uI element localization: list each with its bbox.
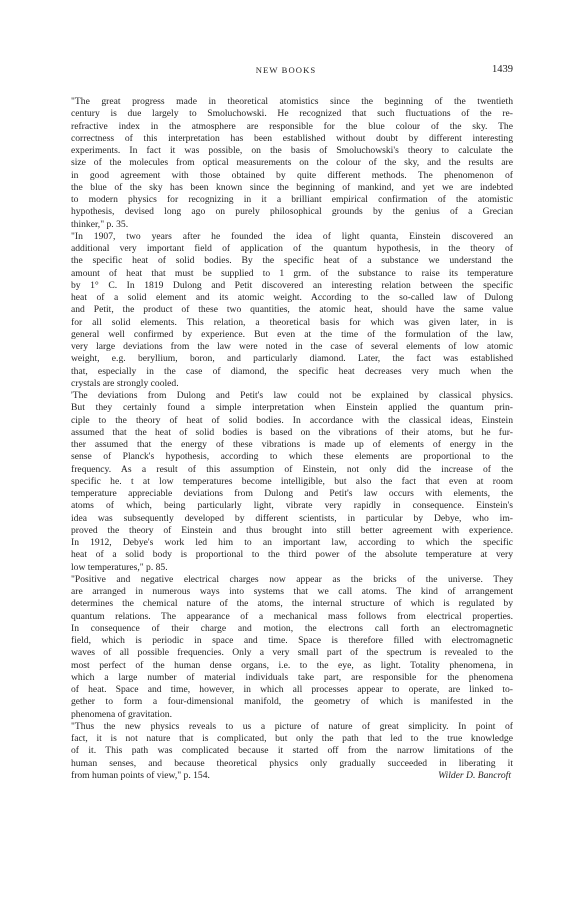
quoted-paragraph bbox=[59, 574, 513, 721]
text-line: that, especially in the case of diamond, the specific heat decreases very much when the bbox=[71, 365, 513, 377]
text-line: the blue of the sky has been known since the beginning of mankind, and yet we are indebted bbox=[71, 181, 513, 193]
text-line: correctness of this interpretation has been established without doubt by different interesting bbox=[71, 132, 513, 144]
text-line: phenomena of gravitation. bbox=[71, 708, 172, 720]
text-line: temperature appreciable deviations from Dulong and Petit's law occurs with elements, the bbox=[71, 488, 513, 499]
text-line: and Petit, the product of these two quantities, the atomic heat, should have the same value bbox=[71, 304, 513, 316]
text-line: In consequence of their charge and motion, the electrons call forth an electromagnetic bbox=[71, 622, 513, 634]
text-line: But they certainly found a simple interpretation when Einstein applied the quantum prin- bbox=[71, 402, 513, 414]
text-line: size of the molecules from optical measurements on the colour of the sky, and the results are bbox=[71, 157, 513, 169]
text-line: heat of a solid body is proportional to the third power of the absolute temperature at very bbox=[71, 549, 513, 561]
text-line: "In 1907, two years after he founded the idea of light quanta, Einstein discovered an bbox=[71, 230, 513, 242]
text-line: amount of heat that must be supplied to 1 grm. of the substance to raise its temperature bbox=[71, 267, 513, 279]
text-line: low temperatures," p. 85. bbox=[71, 561, 168, 573]
running-head bbox=[59, 63, 513, 77]
text-line: frequency. As a result of this assumption of Einstein, not only did the increase of the bbox=[71, 463, 513, 475]
text-line: "Positive and negative electrical charges now appear as the bricks of the universe. They bbox=[71, 573, 513, 585]
text-line: are arranged in numerous ways into systems that we call atoms. The kind of arrangement bbox=[71, 586, 513, 597]
text-line: the specific heat of solid bodies. By the specific heat of a substance we understand the bbox=[71, 255, 513, 267]
text-line: crystals are strongly cooled. bbox=[71, 377, 179, 389]
text-line: of heat. Space and time, however, in which all processes appear to operate, are linked to- bbox=[71, 684, 513, 695]
text-line: which a large number of material individuals take part, are responsible for the phenomena bbox=[71, 671, 513, 683]
text-line: of it. This path was complicated because it started off from the narrow limitations of the bbox=[71, 745, 513, 757]
text-line: quantum relations. The appearance of a mechanical mass follows from electrical properties. bbox=[71, 610, 513, 622]
text-line: ciple to the theory of heat of solid bodies. In accordance with the classical ideas, Einstein bbox=[71, 414, 513, 426]
text-line: additional very important field of application of the quantum hypothesis, in the theory of bbox=[71, 243, 513, 254]
text-line: assumed that the heat of solid bodies is based on the vibrations of their atoms, but he fur- bbox=[71, 426, 513, 438]
text-line: by 1° C. In 1819 Dulong and Petit discovered an interesting relation between the specific bbox=[71, 279, 513, 291]
text-line: fact, it is not nature that is complicated, but only the path that led to the true knowledge bbox=[71, 733, 513, 744]
text-line: for all solid elements. This relation, a theoretical basis for which was given later, in is bbox=[71, 316, 513, 328]
text-line: hypothesis, devised long ago on purely philosophical grounds by the genius of a Grecian bbox=[71, 206, 513, 218]
text-line: experiments. In fact it was possible, on the basis of Smoluchowski's theory to calculate the bbox=[71, 145, 513, 156]
text-line: idea was subsequently developed by different scientists, in particular by Debye, who im- bbox=[71, 512, 513, 524]
text-line: from human points of view," p. 154. bbox=[71, 769, 210, 781]
text-line: determines the chemical nature of the atoms, the internal structure of which is regulated by bbox=[71, 598, 513, 610]
text-line: to modern physics for recognizing in it a brilliant empirical confirmation of the atomistic bbox=[71, 194, 513, 205]
text-line: ther assumed that the energy of these vibrations is made up of elements of energy in the bbox=[71, 439, 513, 450]
text-line: refractive index in the atmosphere are responsible for the blue colour of the sky. The bbox=[71, 120, 513, 132]
quoted-paragraph bbox=[59, 96, 513, 231]
text-line: weight, e.g. beryllium, boron, and particularly diamond. Later, the fact was established bbox=[71, 353, 513, 365]
text-line: general well confirmed by experience. But even at the time of the formulation of the law, bbox=[71, 328, 513, 340]
reviewer-signature: Wilder D. Bancroft bbox=[438, 769, 511, 781]
text-line: most perfect of the human dense organs, i.e. to the eye, as light. Totality phenomena, in bbox=[71, 659, 513, 671]
text-line: thinker," p. 35. bbox=[71, 218, 129, 230]
text-line: "Thus the new physics reveals to us a picture of nature of great simplicity. In point of bbox=[71, 720, 513, 732]
text-line: field, which is periodic in space and time. Space is therefore filled with electromagnetic bbox=[71, 635, 513, 646]
text-line: proved the theory of Einstein and thus brought into still better agreement with experience. bbox=[71, 524, 513, 536]
text-line: 'The deviations from Dulong and Petit's law could not be explained by classical physics. bbox=[71, 390, 513, 401]
closing-line bbox=[59, 770, 513, 782]
text-line: sense of Planck's hypothesis, according to which these elements are proportional to the bbox=[71, 451, 513, 463]
running-title: NEW BOOKS bbox=[255, 65, 317, 75]
text-line: "The great progress made in theoretical atomistics since the beginning of the twentieth bbox=[71, 96, 513, 107]
text-line: In 1912, Debye's work led him to an important law, according to which the specific bbox=[71, 537, 513, 548]
text-line: century is due largely to Smoluchowski. He recognized that such fluctuations of the re- bbox=[71, 108, 513, 120]
text-line: waves of all possible frequencies. Only a very small part of the spectrum is revealed to the bbox=[71, 647, 513, 659]
quoted-paragraph bbox=[59, 721, 513, 782]
quoted-paragraph bbox=[59, 390, 513, 574]
text-line: very large deviations from the law were noted in the case of several elements of low atomic bbox=[71, 341, 513, 352]
text-line: gether to form a four-dimensional manifold, the geometry of which is manifested in the bbox=[71, 696, 513, 708]
text-line: in good agreement with those obtained by quite different methods. The phenomenon of bbox=[71, 169, 513, 181]
page-number: 1439 bbox=[492, 64, 513, 75]
review-body bbox=[59, 96, 513, 782]
text-line: human senses, and because theoretical physics only gradually succeeded in liberating it bbox=[71, 757, 513, 769]
quoted-paragraph bbox=[59, 231, 513, 390]
text-line: heat of a solid element and its atomic weight. According to the so-called law of Dulong bbox=[71, 292, 513, 303]
text-line: atoms of which, being particularly light, vibrate very rapidly in consequence. Einstein's bbox=[71, 500, 513, 512]
text-line: specific he. t at low temperatures become intelligible, but also the fact that even at room bbox=[71, 475, 513, 487]
